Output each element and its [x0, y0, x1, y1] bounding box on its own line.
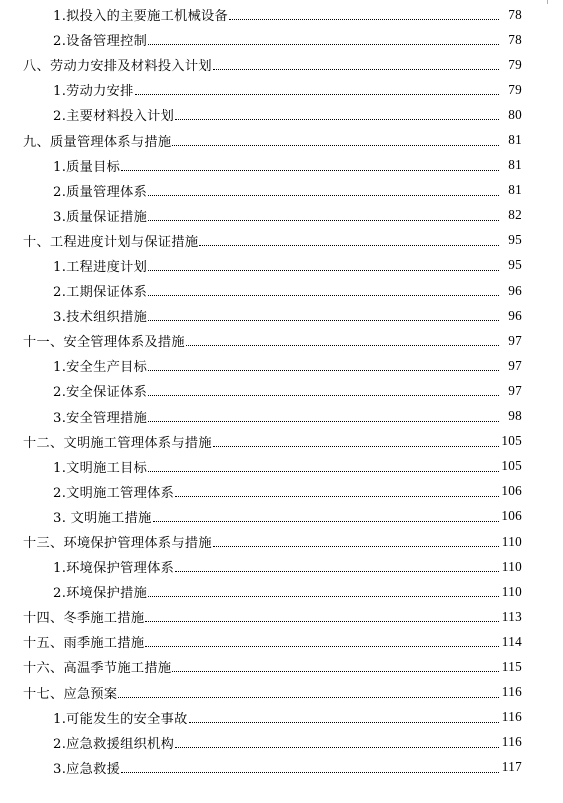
toc-section-entry[interactable]: [0, 228, 563, 253]
toc-entry-page-number: 96: [508, 282, 522, 298]
dot-leader: [135, 94, 499, 95]
dot-leader: [175, 119, 499, 120]
dot-leader: [186, 345, 499, 346]
toc-subsection-entry[interactable]: [0, 378, 563, 403]
toc-section-entry[interactable]: [0, 654, 563, 679]
dot-leader: [148, 195, 499, 196]
toc-section-entry[interactable]: [0, 629, 563, 654]
dot-leader: [148, 320, 499, 321]
toc-subsection-entry[interactable]: [0, 253, 563, 278]
toc-entry-page-number: 81: [508, 182, 522, 198]
toc-section-entry[interactable]: [0, 680, 563, 705]
toc-subsection-entry[interactable]: [0, 755, 563, 780]
toc-subsection-entry[interactable]: [0, 178, 563, 203]
toc-entry-title: 2.文明施工管理体系: [53, 485, 175, 501]
toc-entry-title: 十六、高温季节施工措施: [23, 661, 172, 677]
toc-entry-title: 1.劳动力安排: [53, 84, 134, 100]
toc-subsection-entry[interactable]: [0, 454, 563, 479]
toc-subsection-entry[interactable]: [0, 579, 563, 604]
toc-entry-title: 3.应急救援: [53, 761, 121, 777]
toc-subsection-entry[interactable]: [0, 153, 563, 178]
toc-subsection-entry[interactable]: [0, 730, 563, 755]
toc-subsection-entry[interactable]: [0, 404, 563, 429]
dot-leader: [199, 245, 499, 246]
dot-leader: [121, 170, 499, 171]
toc-entry-page-number: 97: [508, 332, 522, 348]
dot-leader: [148, 421, 499, 422]
toc-entry-page-number: 81: [508, 132, 522, 148]
toc-entry-page-number: 96: [508, 307, 522, 323]
dot-leader: [118, 697, 499, 698]
dot-leader: [148, 295, 499, 296]
toc-entry-page-number: 110: [501, 558, 522, 574]
table-of-contents: [0, 2, 563, 780]
dot-leader: [213, 446, 499, 447]
toc-subsection-entry[interactable]: [0, 303, 563, 328]
toc-entry-title: 1.可能发生的安全事故: [53, 711, 188, 727]
toc-entry-page-number: 116: [501, 709, 522, 725]
toc-entry-page-number: 115: [501, 658, 522, 674]
toc-entry-page-number: 116: [501, 734, 522, 750]
toc-entry-title: 1.环境保护管理体系: [53, 561, 175, 577]
toc-entry-title: 2.设备管理控制: [53, 34, 148, 50]
toc-entry-page-number: 106: [501, 508, 522, 524]
toc-entry-page-number: 98: [508, 408, 522, 424]
toc-entry-title: 1.工程进度计划: [53, 259, 148, 275]
toc-entry-title: 3.技术组织措施: [53, 310, 148, 326]
toc-entry-page-number: 80: [508, 106, 522, 122]
dot-leader: [148, 596, 499, 597]
toc-entry-title: 1.文明施工目标: [53, 460, 148, 476]
toc-subsection-entry[interactable]: [0, 504, 563, 529]
dot-leader: [175, 571, 499, 572]
toc-entry-page-number: 95: [508, 257, 522, 273]
dot-leader: [148, 220, 499, 221]
toc-entry-page-number: 78: [508, 6, 522, 22]
toc-entry-page-number: 110: [501, 533, 522, 549]
toc-entry-page-number: 105: [501, 458, 522, 474]
toc-entry-page-number: 82: [508, 207, 522, 223]
toc-subsection-entry[interactable]: [0, 2, 563, 27]
toc-subsection-entry[interactable]: [0, 705, 563, 730]
toc-subsection-entry[interactable]: [0, 554, 563, 579]
toc-entry-title: 2.质量管理体系: [53, 184, 148, 200]
dot-leader: [145, 646, 499, 647]
toc-entry-title: 十五、雨季施工措施: [23, 636, 145, 652]
toc-entry-title: 3.质量保证措施: [53, 209, 148, 225]
dot-leader: [229, 19, 499, 20]
dot-leader: [213, 546, 499, 547]
dot-leader: [145, 621, 499, 622]
toc-entry-title: 1.质量目标: [53, 159, 121, 175]
toc-section-entry[interactable]: [0, 127, 563, 152]
toc-entry-title: 2.应急救援组织机构: [53, 736, 175, 752]
dot-leader: [175, 496, 499, 497]
toc-subsection-entry[interactable]: [0, 353, 563, 378]
toc-section-entry[interactable]: [0, 604, 563, 629]
toc-entry-title: 九、质量管理体系与措施: [23, 134, 172, 150]
toc-entry-title: 十一、安全管理体系及措施: [23, 335, 185, 351]
toc-subsection-entry[interactable]: [0, 102, 563, 127]
toc-entry-title: 十七、应急预案: [23, 686, 118, 702]
toc-entry-page-number: 81: [508, 157, 522, 173]
dot-leader: [153, 521, 499, 522]
toc-entry-title: 2.环境保护措施: [53, 586, 148, 602]
dot-leader: [172, 671, 499, 672]
dot-leader: [148, 370, 499, 371]
dot-leader: [172, 145, 499, 146]
toc-section-entry[interactable]: [0, 529, 563, 554]
toc-subsection-entry[interactable]: [0, 77, 563, 102]
toc-entry-page-number: 78: [508, 31, 522, 47]
toc-entry-page-number: 97: [508, 382, 522, 398]
dot-leader: [121, 772, 499, 773]
dot-leader: [148, 471, 499, 472]
toc-subsection-entry[interactable]: [0, 479, 563, 504]
toc-entry-title: 十三、环境保护管理体系与措施: [23, 536, 212, 552]
toc-entry-title: 2.主要材料投入计划: [53, 109, 175, 125]
dot-leader: [213, 69, 499, 70]
toc-entry-title: 2.安全保证体系: [53, 385, 148, 401]
toc-entry-title: 3.安全管理措施: [53, 410, 148, 426]
toc-entry-title: 十、工程进度计划与保证措施: [23, 234, 199, 250]
toc-entry-page-number: 97: [508, 357, 522, 373]
toc-entry-page-number: 79: [508, 56, 522, 72]
dot-leader: [175, 747, 499, 748]
toc-entry-title: 2.工期保证体系: [53, 285, 148, 301]
toc-entry-page-number: 79: [508, 81, 522, 97]
toc-subsection-entry[interactable]: [0, 27, 563, 52]
dot-leader: [148, 395, 499, 396]
toc-entry-page-number: 110: [501, 583, 522, 599]
toc-entry-page-number: 105: [501, 433, 522, 449]
toc-subsection-entry[interactable]: [0, 278, 563, 303]
dot-leader: [148, 44, 499, 45]
toc-subsection-entry[interactable]: [0, 203, 563, 228]
toc-entry-title: 十二、文明施工管理体系与措施: [23, 435, 212, 451]
toc-entry-page-number: 116: [501, 684, 522, 700]
toc-section-entry[interactable]: [0, 328, 563, 353]
dot-leader: [189, 722, 499, 723]
toc-entry-page-number: 113: [501, 608, 522, 624]
toc-entry-page-number: 117: [501, 759, 522, 775]
dot-leader: [148, 270, 499, 271]
toc-section-entry[interactable]: [0, 429, 563, 454]
toc-entry-title: 3. 文明施工措施: [53, 510, 152, 526]
toc-section-entry[interactable]: [0, 52, 563, 77]
toc-entry-title: 1.安全生产目标: [53, 360, 148, 376]
toc-entry-title: 1.拟投入的主要施工机械设备: [53, 9, 229, 25]
toc-entry-page-number: 106: [501, 483, 522, 499]
toc-entry-page-number: 114: [501, 633, 522, 649]
toc-entry-page-number: 95: [508, 232, 522, 248]
toc-entry-title: 十四、冬季施工措施: [23, 611, 145, 627]
toc-entry-title: 八、劳动力安排及材料投入计划: [23, 59, 212, 75]
